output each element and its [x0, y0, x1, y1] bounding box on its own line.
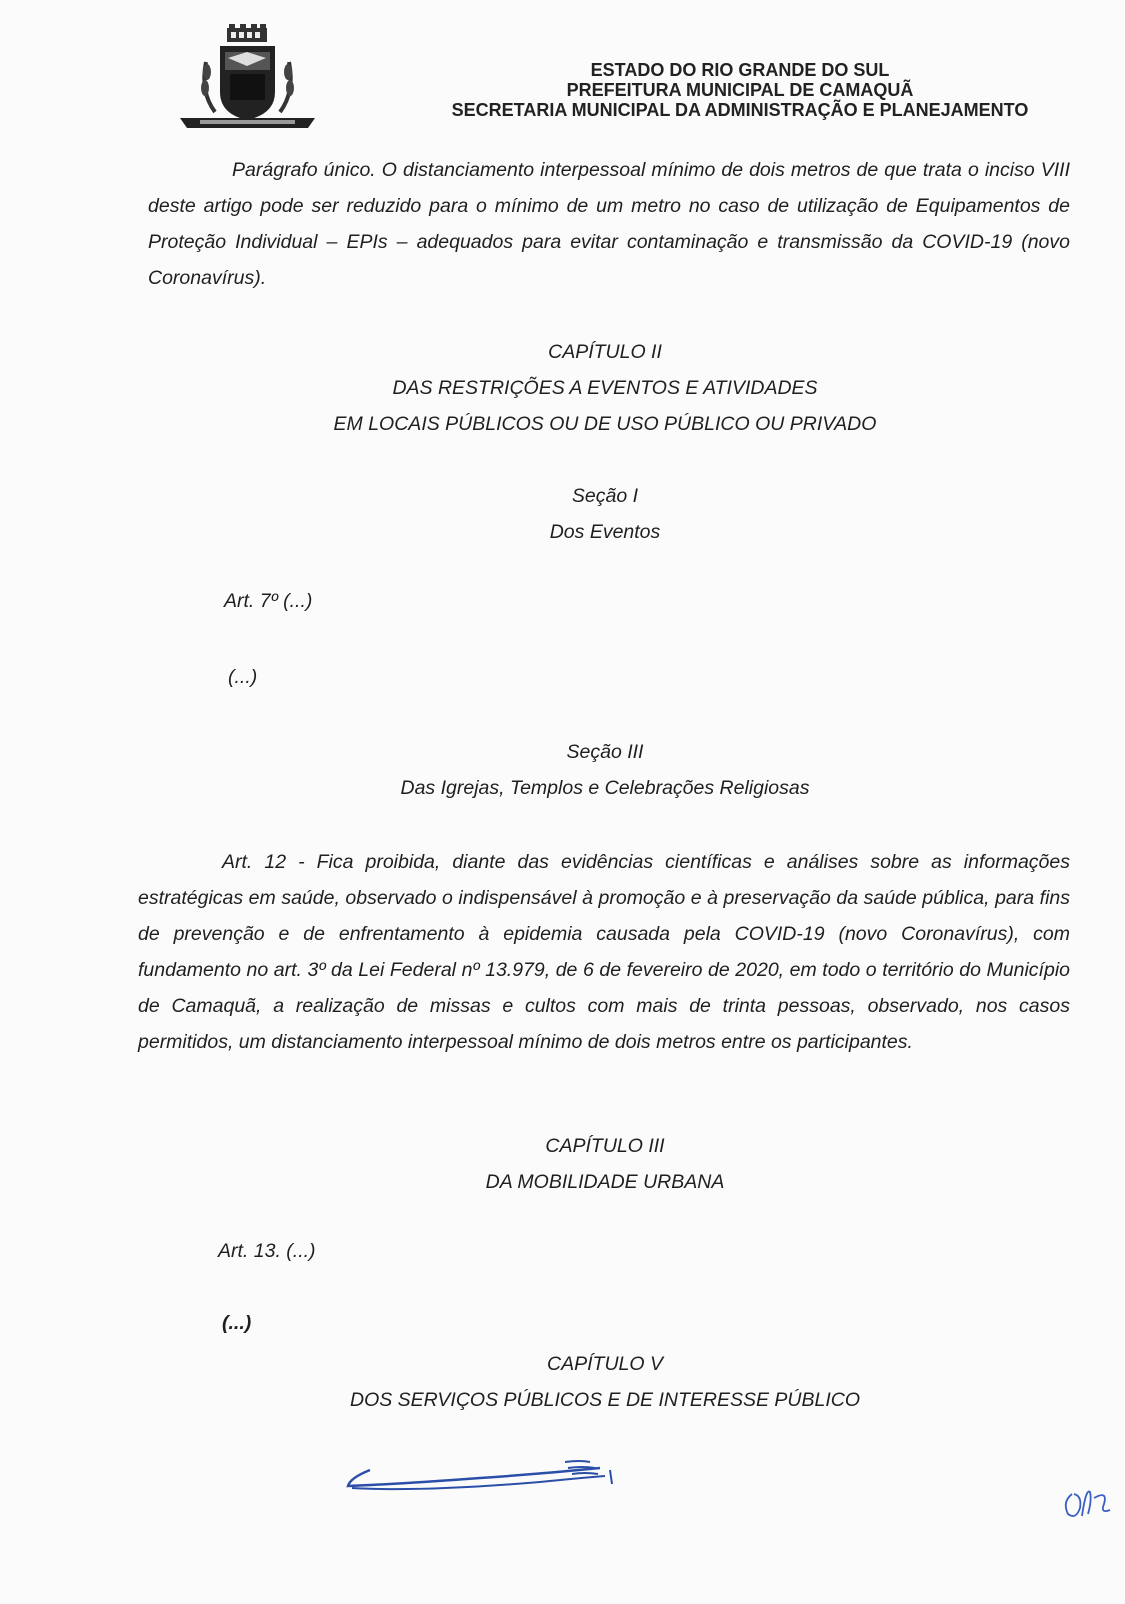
capitulo-v-subtitle: DOS SERVIÇOS PÚBLICOS E DE INTERESSE PÚBLICO: [349, 1389, 861, 1411]
capitulo-v-heading: [140, 1346, 1070, 1418]
capitulo-ii-heading: [140, 334, 1070, 442]
secao-iii-title: Seção III: [566, 741, 644, 763]
letterhead-secretaria: SECRETARIA MUNICIPAL DA ADMINISTRAÇÃO E PLANEJAMENTO: [451, 100, 1029, 120]
paragrafo-unico-text: Parágrafo único. O distanciamento interpessoal mínimo de dois metros de que trata o inciso VIII deste artigo pode ser reduzido para o mínimo de um metro no caso de utilização de Equipamentos de Proteção Individual – EPIs – adequados para evitar contaminação e transmissão da COVID-19 (novo Coronavírus).: [148, 159, 1070, 289]
art-13: Art. 13. (...): [218, 1240, 316, 1262]
secao-i-title: Seção I: [571, 485, 639, 507]
letterhead-prefeitura: PREFEITURA MUNICIPAL DE CAMAQUÃ: [566, 80, 914, 100]
paragrafo-unico: [148, 152, 1070, 296]
letterhead-state: ESTADO DO RIO GRANDE DO SUL: [590, 60, 890, 80]
capitulo-v-title: CAPÍTULO V: [547, 1353, 663, 1375]
capitulo-iii-title: CAPÍTULO III: [545, 1135, 665, 1157]
capitulo-ii-subtitle-1: DAS RESTRIÇÕES A EVENTOS E ATIVIDADES: [392, 377, 818, 399]
ellipsis-1: (...): [228, 666, 258, 688]
art-12: [138, 844, 1070, 1060]
secao-iii-subtitle: Das Igrejas, Templos e Celebrações Religiosas: [400, 777, 810, 799]
ellipsis-2: (...): [222, 1312, 252, 1334]
capitulo-iii-subtitle: DA MOBILIDADE URBANA: [485, 1171, 725, 1193]
capitulo-ii-title: CAPÍTULO II: [548, 341, 662, 363]
capitulo-ii-subtitle-2: EM LOCAIS PÚBLICOS OU DE USO PÚBLICO OU PRIVADO: [333, 413, 877, 435]
secao-i-heading: [140, 478, 1070, 550]
signature-icon: [340, 1448, 640, 1508]
art-12-text: Art. 12 - Fica proibida, diante das evidências científicas e análises sobre as informações estratégicas em saúde, observado o indispensável à promoção e à preservação da saúde pública, para fins de prevenção e de enfrentamento à epidemia causada pela COVID-19 (novo Coronavírus), com fundamento no art. 3º da Lei Federal nº 13.979, de 6 de fevereiro de 2020, em todo o território do Município de Camaquã, a realização de missas e cultos com mais de trinta pessoas, observado, nos casos permitidos, um distanciamento interpessoal mínimo de dois metros entre os participantes.: [138, 851, 1070, 1053]
secao-iii-heading: [140, 734, 1070, 806]
coat-of-arms-icon: [180, 22, 315, 134]
secao-i-subtitle: Dos Eventos: [549, 521, 661, 543]
art-7: Art. 7º (...): [224, 590, 313, 612]
letterhead: [420, 60, 1060, 120]
initials-icon: [1060, 1480, 1115, 1525]
capitulo-iii-heading: [140, 1128, 1070, 1200]
